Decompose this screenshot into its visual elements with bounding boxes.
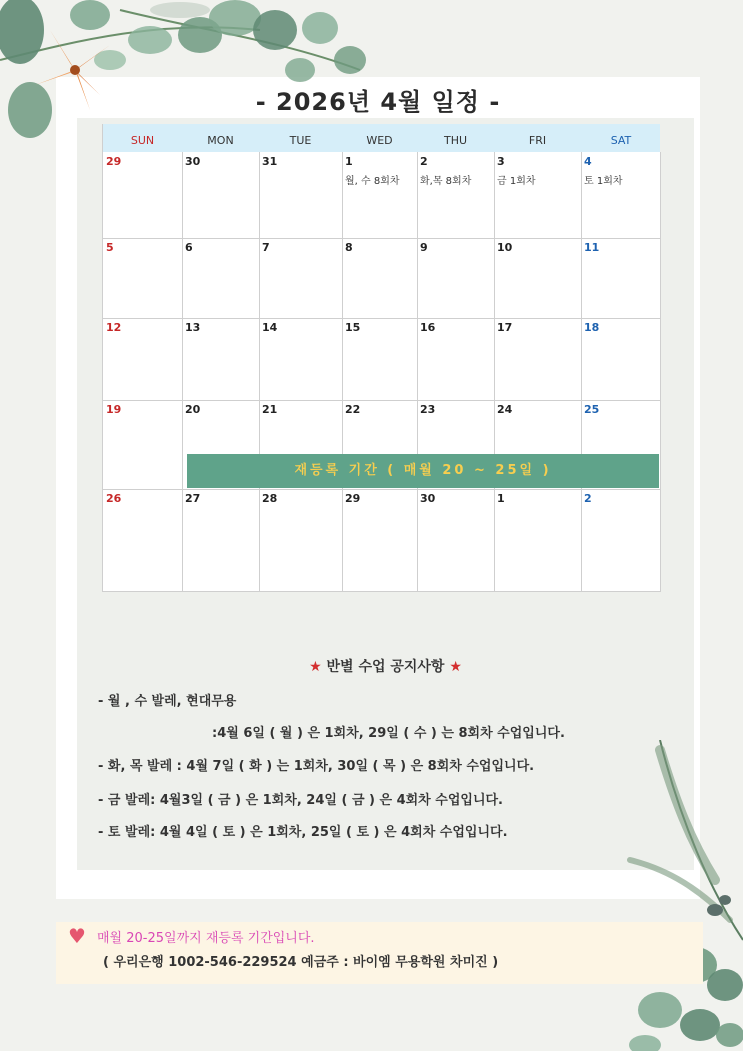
day-number: 29 — [106, 155, 122, 168]
weekday-label: SAT — [610, 134, 632, 147]
day-number: 31 — [262, 155, 278, 168]
day-number: 4 — [584, 155, 592, 168]
day-number: 18 — [584, 321, 600, 334]
calendar-day-cell — [494, 318, 581, 400]
day-number: 3 — [497, 155, 505, 168]
day-number: 30 — [185, 155, 201, 168]
day-number: 2 — [420, 155, 428, 168]
day-number: 5 — [106, 241, 114, 254]
calendar-day-cell — [581, 152, 661, 238]
star-icon: ★ — [449, 659, 462, 675]
day-number: 8 — [345, 241, 353, 254]
weekday-header — [103, 124, 660, 152]
calendar-day-cell — [103, 489, 182, 592]
calendar-day-cell — [581, 489, 661, 592]
weekday-label: MON — [207, 134, 234, 147]
day-number: 2 — [584, 492, 592, 505]
day-number: 26 — [106, 492, 122, 505]
day-number: 16 — [420, 321, 436, 334]
day-event: 화,목 8회차 — [420, 176, 472, 187]
notice-title-text: 반별 수업 공지사항 — [326, 659, 445, 675]
calendar-day-cell — [182, 152, 259, 238]
day-number: 24 — [497, 403, 513, 416]
day-number: 7 — [262, 241, 270, 254]
heart-icon: ♥ — [68, 924, 86, 948]
calendar-day-cell — [494, 489, 581, 592]
weekday-label: THU — [443, 134, 468, 147]
day-number: 13 — [185, 321, 201, 334]
day-number: 27 — [185, 492, 201, 505]
weekday-label: SUN — [130, 134, 155, 147]
calendar-day-cell — [417, 152, 494, 238]
day-event: 월, 수 8회차 — [345, 176, 400, 187]
calendar-day-cell — [259, 318, 342, 400]
calendar-day-cell — [259, 238, 342, 318]
day-number: 1 — [497, 492, 505, 505]
calendar-day-cell — [342, 489, 417, 592]
day-number: 23 — [420, 403, 436, 416]
day-number: 9 — [420, 241, 428, 254]
day-number: 12 — [106, 321, 122, 334]
notice-line: - 화, 목 발레 : 4월 7일 ( 화 ) 는 1회차, 30일 ( 목 ) 은 8회차 수업입니다. — [98, 759, 535, 774]
calendar-day-cell — [103, 152, 182, 238]
notice-line: - 토 발레: 4월 4일 ( 토 ) 은 1회차, 25일 ( 토 ) 은 4회차 수업입니다. — [98, 825, 508, 840]
calendar-day-cell — [342, 152, 417, 238]
calendar-day-cell — [581, 238, 661, 318]
day-number: 20 — [185, 403, 201, 416]
calendar-day-cell — [342, 238, 417, 318]
calendar-day-cell — [342, 318, 417, 400]
footer-bank-account: ( 우리은행 1002-546-229524 예금주 : 바이엠 무용학원 차미진 ) — [103, 955, 499, 970]
calendar-day-cell — [182, 238, 259, 318]
notice-line: - 월 , 수 발레, 현대무용 — [98, 694, 237, 709]
calendar-grid — [102, 124, 660, 592]
weekday-label: WED — [366, 134, 393, 147]
notice-line: :4월 6일 ( 월 ) 은 1회차, 29일 ( 수 ) 는 8회차 수업입니다. — [212, 726, 565, 741]
day-number: 17 — [497, 321, 513, 334]
weekday-label: TUE — [289, 134, 312, 147]
calendar-day-cell — [417, 238, 494, 318]
calendar-day-cell — [103, 400, 182, 489]
calendar-day-cell — [417, 489, 494, 592]
notice-line: - 금 발레: 4월3일 ( 금 ) 은 1회차, 24일 ( 금 ) 은 4회차 수업입니다. — [98, 793, 503, 808]
calendar-day-cell — [103, 318, 182, 400]
day-number: 14 — [262, 321, 278, 334]
day-number: 11 — [584, 241, 600, 254]
day-number: 19 — [106, 403, 122, 416]
footer-reregistration-note: 매월 20-25일까지 재등록 기간입니다. — [97, 931, 315, 946]
reregistration-period-banner: 재등록 기간 ( 매월 20 ~ 25일 ) — [187, 454, 659, 488]
day-number: 21 — [262, 403, 278, 416]
day-number: 22 — [345, 403, 361, 416]
star-icon: ★ — [309, 659, 322, 675]
calendar-day-cell — [182, 318, 259, 400]
weekday-label: FRI — [528, 134, 547, 147]
day-number: 6 — [185, 241, 193, 254]
day-number: 25 — [584, 403, 600, 416]
notice-title — [77, 656, 694, 676]
calendar-day-cell — [494, 238, 581, 318]
calendar-day-cell — [259, 152, 342, 238]
day-event: 토 1회차 — [584, 176, 623, 187]
calendar-day-cell — [182, 489, 259, 592]
day-number: 1 — [345, 155, 353, 168]
day-number: 15 — [345, 321, 361, 334]
calendar-day-cell — [103, 238, 182, 318]
day-number: 28 — [262, 492, 278, 505]
calendar-day-cell — [259, 489, 342, 592]
day-number: 30 — [420, 492, 436, 505]
page-title: - 2026년 4월 일정 - — [255, 88, 501, 116]
day-event: 금 1회차 — [497, 176, 536, 187]
calendar-day-cell — [417, 318, 494, 400]
day-number: 29 — [345, 492, 361, 505]
calendar-day-cell — [494, 152, 581, 238]
day-number: 10 — [497, 241, 513, 254]
calendar-day-cell — [581, 318, 661, 400]
